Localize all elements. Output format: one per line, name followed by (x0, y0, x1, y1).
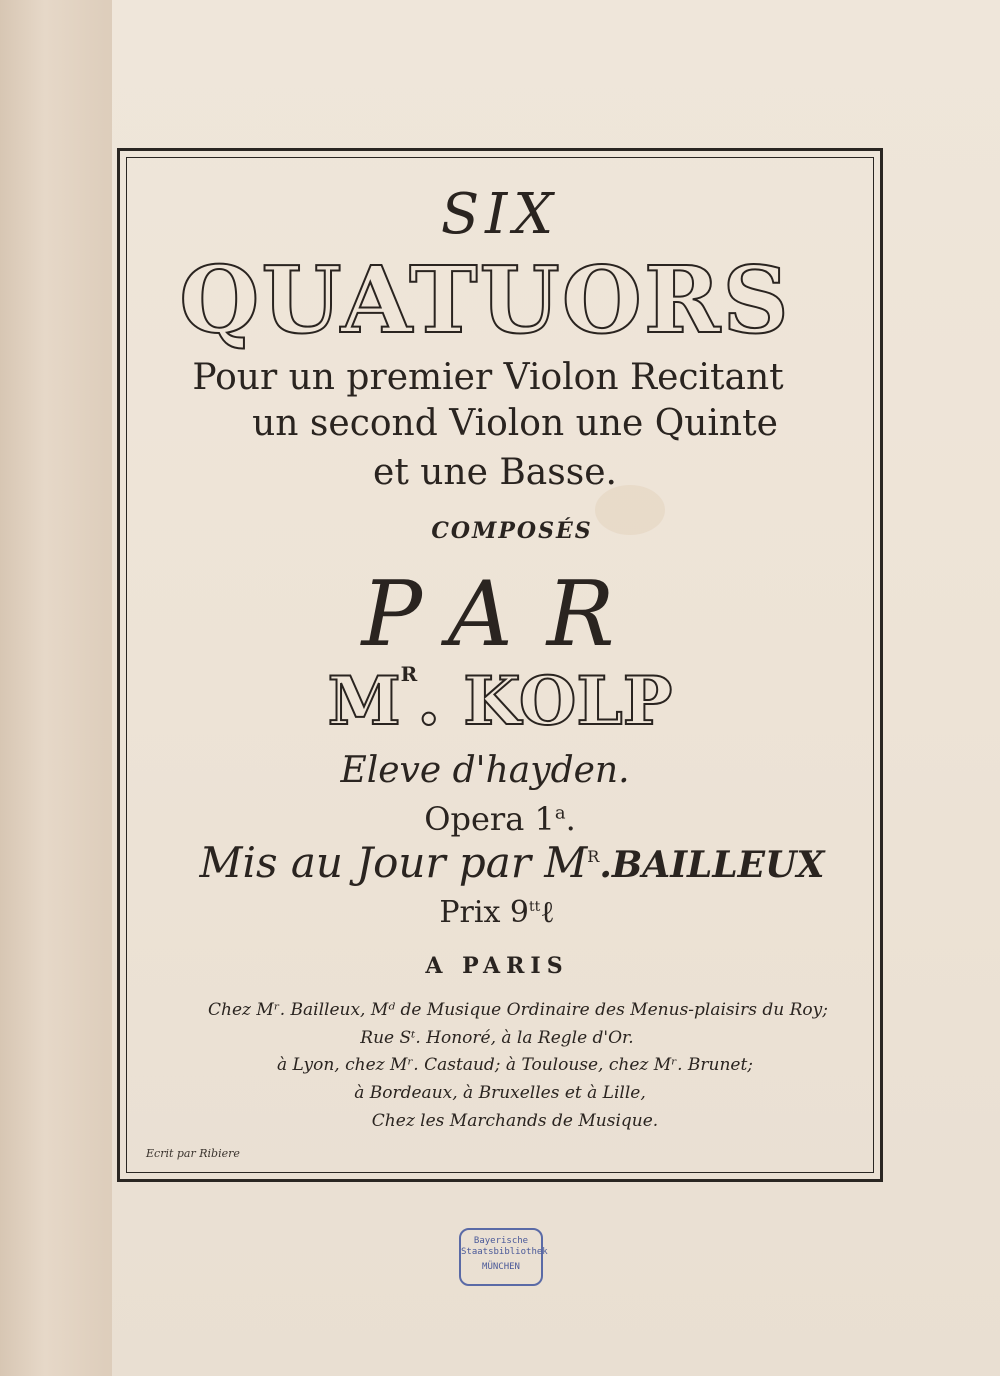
instrumentation-line-2: un second Violon une Quinte (252, 403, 778, 444)
address-line-1: Chez Mʳ. Bailleux, Mᵈ de Musique Ordinaire des Menus-plaisirs du Roy; (208, 1000, 828, 1020)
opera-label: Opera 1 (424, 800, 555, 838)
publisher-title-superscript: R (587, 847, 600, 866)
price-superscript: tt (529, 899, 541, 915)
publisher-name: .BAILLEUX (599, 844, 825, 886)
par-flourish: PAR (361, 562, 649, 667)
price-text: Prix 9 (439, 895, 530, 930)
price-line (0, 895, 997, 930)
composer-title-superscript: R (400, 662, 418, 686)
opera-number (0, 800, 1000, 838)
eleve-line: Eleve d'hayden. (340, 750, 630, 791)
title-quatuors: QUATUORS (179, 246, 791, 354)
stamp-line-3: MÜNCHEN (482, 1262, 520, 1272)
price-livre-symbol: ℓ (540, 895, 555, 930)
composer-title: M (327, 662, 401, 740)
stamp-line-1: Bayerische (473, 1236, 529, 1246)
composes-label: COMPOSÉS (431, 518, 593, 544)
opera-period: . (565, 800, 576, 838)
instrumentation-line-3: et une Basse. (373, 452, 617, 493)
library-stamp (459, 1228, 548, 1286)
address-line-2: Rue Sᵗ. Honoré, à la Regle d'Or. (360, 1028, 634, 1048)
address-line-5: Chez les Marchands de Musique. (371, 1111, 659, 1131)
composer-surname: . KOLP (417, 662, 673, 740)
instrumentation-line-1: Pour un premier Violon Recitant (192, 357, 784, 398)
stamp-line-2: Staatsbibliothek (461, 1247, 548, 1257)
mis-au-jour-text: Mis au Jour par M (199, 838, 588, 887)
title-six: SIX (440, 182, 560, 247)
address-line-3: à Lyon, chez Mʳ. Castaud; à Toulouse, chez Mʳ. Brunet; (276, 1055, 754, 1075)
publisher-line (12, 838, 1000, 887)
composer-name (0, 662, 1000, 740)
address-line-4: à Bordeaux, à Bruxelles et à Lille, (354, 1083, 646, 1103)
imprint-city: A PARIS (425, 953, 569, 979)
opera-superscript: a (554, 802, 566, 824)
engraver-credit: Ecrit par Ribiere (146, 1147, 240, 1160)
